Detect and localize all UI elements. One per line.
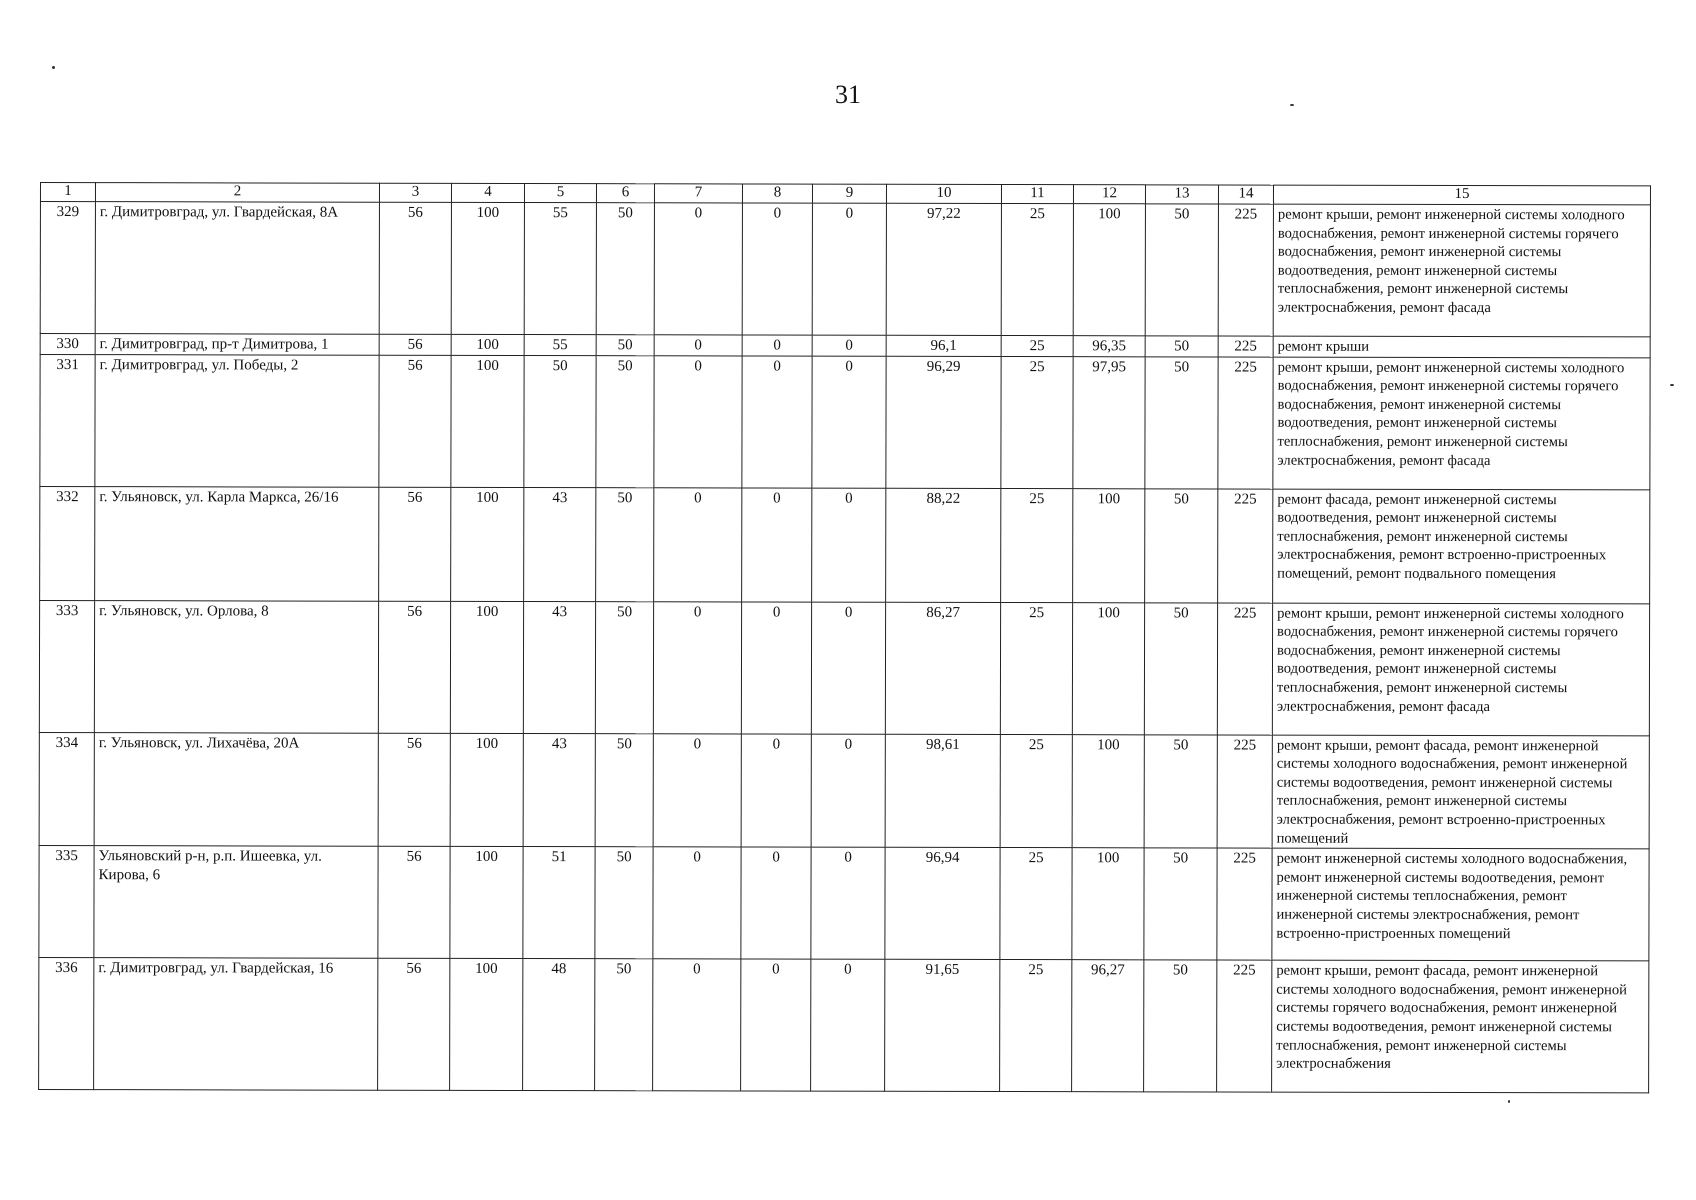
value-cell: 55 bbox=[524, 203, 596, 335]
value-cell: 100 bbox=[450, 959, 523, 1091]
value-cell: 56 bbox=[379, 334, 451, 355]
value-cell: 50 bbox=[596, 203, 654, 335]
value-cell: 0 bbox=[654, 487, 742, 601]
column-header: 11 bbox=[1001, 185, 1073, 204]
scan-speck bbox=[1670, 384, 1674, 386]
row-number: 336 bbox=[39, 958, 94, 1090]
column-header: 14 bbox=[1218, 185, 1273, 204]
value-cell: 56 bbox=[379, 202, 451, 334]
value-cell: 100 bbox=[450, 733, 523, 847]
value-cell: 100 bbox=[1073, 204, 1145, 336]
value-cell: 96,1 bbox=[886, 335, 1001, 356]
address-cell: г. Ульяновск, ул. Лихачёва, 20А bbox=[94, 732, 378, 846]
address-cell: г. Ульяновск, ул. Орлова, 8 bbox=[94, 600, 378, 733]
value-cell: 0 bbox=[742, 356, 812, 488]
value-cell: 43 bbox=[523, 733, 595, 847]
value-cell: 225 bbox=[1218, 336, 1273, 357]
works-cell: ремонт крыши, ремонт инженерной системы холодного водоснабжения, ремонт инженерной системы горячего водоснабжения, ремонт инженерной системы водоотведения, ремонт инженерной системы теплоснабжения, ремонт инженерной системы электроснабжения, ремонт фасада bbox=[1273, 204, 1650, 337]
address-cell: Ульяновский р-н, р.п. Ишеевка, ул. Кирова, 6 bbox=[94, 846, 378, 959]
value-cell: 0 bbox=[741, 734, 811, 848]
value-cell: 25 bbox=[1001, 336, 1073, 357]
works-cell: ремонт фасада, ремонт инженерной системы водоотведения, ремонт инженерной системы теплоснабжения, ремонт инженерной системы электроснабжения, ремонт встроенно-пристроенных помещений, ремонт подвального помещения bbox=[1273, 489, 1650, 604]
value-cell: 0 bbox=[742, 203, 812, 335]
value-cell: 86,27 bbox=[885, 602, 1000, 734]
value-cell: 96,29 bbox=[886, 356, 1001, 488]
column-header: 8 bbox=[742, 184, 812, 203]
value-cell: 0 bbox=[812, 356, 886, 488]
value-cell: 0 bbox=[653, 959, 741, 1091]
value-cell: 0 bbox=[812, 335, 886, 356]
value-cell: 25 bbox=[1001, 356, 1073, 488]
value-cell: 50 bbox=[1144, 848, 1217, 960]
address-cell: г. Ульяновск, ул. Карла Маркса, 26/16 bbox=[95, 486, 379, 601]
value-cell: 0 bbox=[653, 733, 741, 847]
row-number: 334 bbox=[39, 732, 94, 846]
value-cell: 25 bbox=[1001, 204, 1073, 336]
table-row bbox=[40, 334, 1650, 358]
row-number: 330 bbox=[40, 334, 95, 355]
value-cell: 100 bbox=[451, 334, 524, 355]
value-cell: 0 bbox=[653, 847, 741, 959]
row-number: 335 bbox=[39, 846, 94, 958]
works-cell: ремонт крыши, ремонт инженерной системы холодного водоснабжения, ремонт инженерной системы горячего водоснабжения, ремонт инженерной системы водоотведения, ремонт инженерной системы теплоснабжения, ремонт инженерной системы электроснабжения, ремонт фасада bbox=[1273, 357, 1650, 490]
value-cell: 55 bbox=[524, 335, 596, 356]
value-cell: 100 bbox=[1072, 734, 1144, 848]
value-cell: 0 bbox=[811, 847, 885, 959]
register-table bbox=[38, 182, 1651, 1094]
value-cell: 100 bbox=[451, 487, 524, 601]
value-cell: 25 bbox=[1000, 960, 1072, 1092]
value-cell: 0 bbox=[812, 488, 886, 602]
value-cell: 98,61 bbox=[885, 734, 1000, 848]
value-cell: 50 bbox=[595, 847, 653, 959]
table-row bbox=[40, 354, 1650, 489]
value-cell: 50 bbox=[595, 601, 653, 733]
value-cell: 100 bbox=[451, 355, 524, 487]
value-cell: 0 bbox=[654, 335, 742, 356]
value-cell: 56 bbox=[378, 846, 450, 958]
page-number: 31 bbox=[835, 80, 861, 109]
table-row bbox=[39, 958, 1649, 1093]
column-header: 10 bbox=[886, 184, 1001, 203]
table-row bbox=[39, 846, 1649, 961]
table-row bbox=[40, 486, 1650, 603]
value-cell: 50 bbox=[596, 487, 654, 601]
value-cell: 50 bbox=[596, 355, 654, 487]
value-cell: 0 bbox=[742, 335, 812, 356]
works-cell: ремонт крыши, ремонт фасада, ремонт инженерной системы холодного водоснабжения, ремонт инженерной системы водоотведения, ремонт инженерной системы теплоснабжения, ремонт инженерной системы электроснабжения, ремонт встроенно-пристроенных помещений bbox=[1272, 735, 1649, 849]
value-cell: 97,95 bbox=[1073, 356, 1145, 488]
row-number: 329 bbox=[40, 202, 95, 334]
column-header: 5 bbox=[524, 184, 596, 203]
value-cell: 100 bbox=[1073, 488, 1145, 602]
value-cell: 96,27 bbox=[1072, 960, 1144, 1092]
value-cell: 50 bbox=[1144, 602, 1217, 734]
value-cell: 50 bbox=[595, 733, 653, 847]
value-cell: 56 bbox=[378, 601, 450, 733]
value-cell: 43 bbox=[524, 487, 596, 601]
column-header: 4 bbox=[451, 183, 524, 202]
value-cell: 56 bbox=[379, 487, 451, 601]
value-cell: 50 bbox=[1145, 204, 1218, 336]
address-cell: г. Димитровград, ул. Победы, 2 bbox=[95, 354, 379, 487]
works-cell: ремонт инженерной системы холодного водоснабжения, ремонт инженерной системы водоотведения, ремонт инженерной системы теплоснабжения, ремонт инженерной системы электроснабжения, ремонт встроенно-пристроенных помещений bbox=[1272, 848, 1649, 961]
value-cell: 50 bbox=[1144, 734, 1217, 848]
value-cell: 25 bbox=[1000, 602, 1072, 734]
row-number: 332 bbox=[40, 486, 95, 600]
value-cell: 225 bbox=[1217, 960, 1272, 1092]
value-cell: 48 bbox=[523, 959, 595, 1091]
value-cell: 100 bbox=[451, 202, 524, 334]
value-cell: 96,94 bbox=[885, 847, 1000, 959]
column-header: 9 bbox=[812, 184, 886, 203]
value-cell: 56 bbox=[378, 733, 450, 847]
value-cell: 225 bbox=[1218, 204, 1273, 336]
value-cell: 0 bbox=[811, 734, 885, 848]
value-cell: 25 bbox=[1000, 848, 1072, 960]
value-cell: 50 bbox=[1145, 336, 1218, 357]
value-cell: 225 bbox=[1217, 735, 1272, 849]
value-cell: 100 bbox=[450, 601, 523, 733]
value-cell: 0 bbox=[741, 602, 811, 734]
value-cell: 0 bbox=[741, 847, 811, 959]
value-cell: 50 bbox=[524, 355, 596, 487]
scan-speck bbox=[52, 66, 55, 69]
value-cell: 100 bbox=[1072, 602, 1144, 734]
value-cell: 51 bbox=[523, 847, 595, 959]
value-cell: 56 bbox=[379, 355, 451, 487]
row-number: 333 bbox=[39, 600, 94, 732]
value-cell: 0 bbox=[741, 959, 811, 1091]
value-cell: 50 bbox=[595, 959, 653, 1091]
row-number: 331 bbox=[40, 354, 95, 486]
address-cell: г. Димитровград, ул. Гвардейская, 16 bbox=[94, 958, 378, 1091]
value-cell: 50 bbox=[1144, 960, 1217, 1092]
value-cell: 225 bbox=[1217, 603, 1272, 735]
value-cell: 0 bbox=[812, 203, 886, 335]
column-header: 7 bbox=[654, 184, 742, 203]
value-cell: 100 bbox=[450, 847, 523, 959]
scan-speck bbox=[1290, 104, 1294, 106]
value-cell: 50 bbox=[1145, 488, 1218, 602]
column-header: 1 bbox=[40, 183, 95, 202]
column-header: 15 bbox=[1273, 185, 1650, 205]
works-cell: ремонт крыши, ремонт фасада, ремонт инженерной системы холодного водоснабжения, ремонт инженерной системы горячего водоснабжения, ремонт инженерной системы водоотведения, ремонт инженерной системы теплоснабжения, ремонт инженерной системы электроснабжения bbox=[1272, 960, 1649, 1093]
value-cell: 100 bbox=[1072, 848, 1144, 960]
table-row bbox=[40, 202, 1650, 337]
value-cell: 0 bbox=[811, 602, 885, 734]
column-header: 2 bbox=[95, 183, 379, 203]
address-cell: г. Димитровград, пр-т Димитрова, 1 bbox=[95, 334, 379, 355]
value-cell: 88,22 bbox=[886, 488, 1001, 602]
column-header: 3 bbox=[379, 183, 451, 202]
column-header: 12 bbox=[1073, 185, 1145, 204]
value-cell: 225 bbox=[1217, 848, 1272, 960]
value-cell: 43 bbox=[523, 601, 595, 733]
value-cell: 0 bbox=[654, 203, 742, 335]
value-cell: 0 bbox=[811, 959, 885, 1091]
value-cell: 0 bbox=[742, 488, 812, 602]
table-row bbox=[39, 600, 1649, 735]
value-cell: 25 bbox=[1000, 734, 1072, 848]
value-cell: 50 bbox=[1145, 356, 1218, 488]
value-cell: 0 bbox=[653, 601, 741, 733]
value-cell: 225 bbox=[1218, 489, 1273, 603]
value-cell: 97,22 bbox=[886, 203, 1001, 335]
scan-speck bbox=[1508, 1100, 1510, 1103]
value-cell: 0 bbox=[654, 355, 742, 487]
column-header: 13 bbox=[1145, 185, 1218, 204]
address-cell: г. Димитровград, ул. Гвардейская, 8А bbox=[95, 202, 379, 335]
value-cell: 225 bbox=[1218, 357, 1273, 489]
works-cell: ремонт крыши, ремонт инженерной системы холодного водоснабжения, ремонт инженерной системы горячего водоснабжения, ремонт инженерной системы водоотведения, ремонт инженерной системы теплоснабжения, ремонт инженерной системы электроснабжения, ремонт фасада bbox=[1272, 603, 1649, 736]
value-cell: 25 bbox=[1001, 488, 1073, 602]
value-cell: 96,35 bbox=[1073, 336, 1145, 357]
value-cell: 56 bbox=[378, 958, 450, 1090]
table-row bbox=[39, 732, 1649, 849]
column-header: 6 bbox=[596, 184, 654, 203]
works-cell: ремонт крыши bbox=[1273, 336, 1650, 357]
value-cell: 50 bbox=[596, 335, 654, 356]
value-cell: 91,65 bbox=[885, 959, 1000, 1091]
